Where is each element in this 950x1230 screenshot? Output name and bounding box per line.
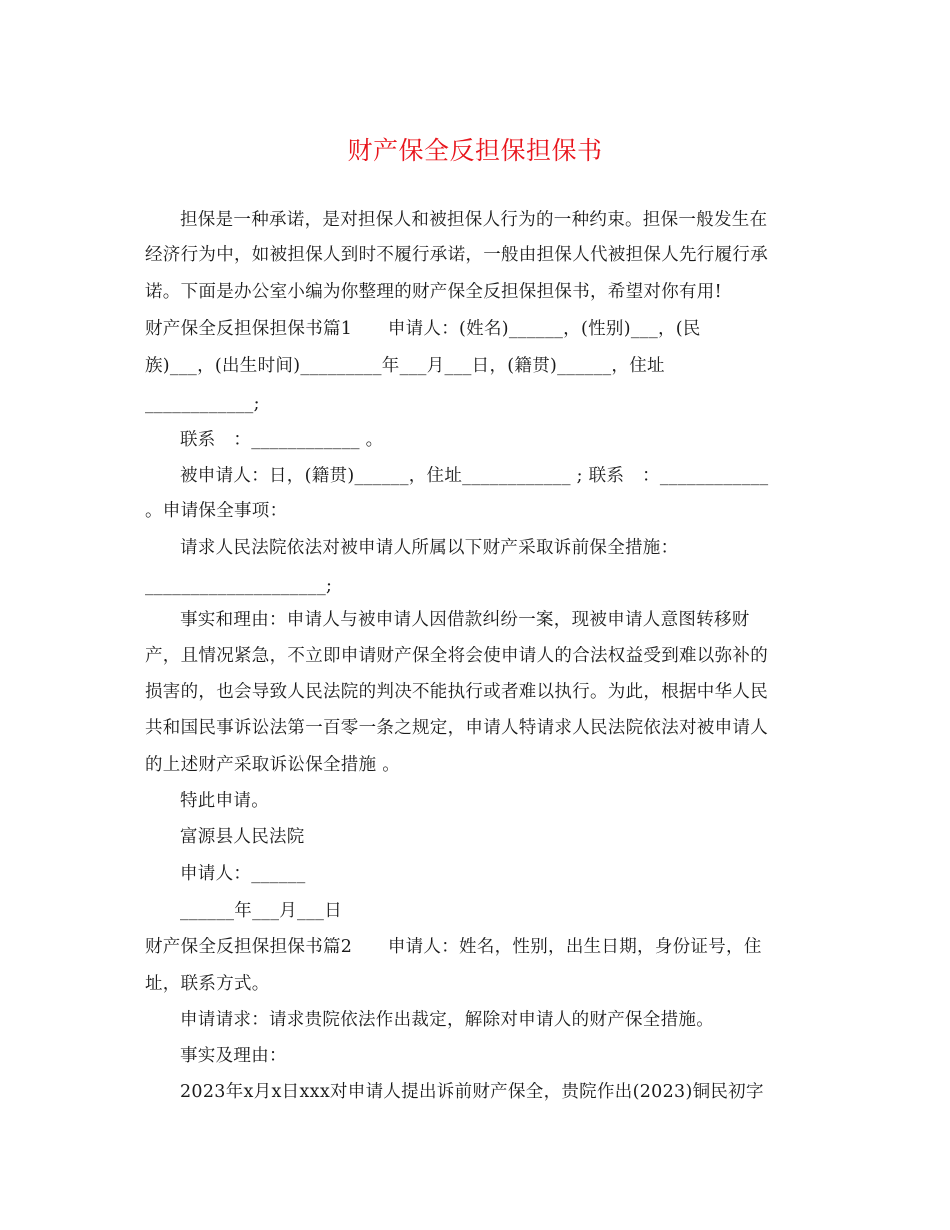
paragraph-line: 特此申请。 [180, 791, 269, 811]
paragraph-line: 富源县人民法院 [180, 827, 305, 847]
paragraph-line: ____________; [145, 394, 260, 414]
paragraph-line: 共和国民事诉讼法第一百零一条之规定，申请人特请求人民法院依法对被申请人 [145, 718, 768, 738]
paragraph-line: 担保是一种承诺，是对担保人和被担保人行为的一种约束。担保一般发生在 [180, 210, 768, 230]
paragraph-line: 财产保全反担保担保书篇2 申请人：姓名，性别，出生日期，身份证号，住 [145, 937, 762, 957]
paragraph-line: 申请人：______ [180, 864, 306, 884]
document-title: 财产保全反担保担保书 [347, 136, 603, 165]
paragraph-line: 被申请人：日，(籍贯)______，住址____________ ; 联系 ：____________ [180, 466, 769, 486]
paragraph-line: 族)___，(出生时间)_________年___月___日，(籍贯)______，住址 [145, 356, 665, 376]
paragraph-line: 址，联系方式。 [145, 974, 270, 994]
paragraph-line: 产，且情况紧急，不立即申请财产保全将会使申请人的合法权益受到难以弥补的 [145, 646, 768, 666]
paragraph-line: 诺。下面是办公室小编为你整理的财产保全反担保担保书，希望对你有用! [145, 282, 722, 302]
paragraph-line: 的上述财产采取诉讼保全措施 。 [145, 755, 401, 775]
paragraph-line: 损害的，也会导致人民法院的判决不能执行或者难以执行。为此，根据中华人民 [145, 682, 768, 702]
paragraph-line: 。申请保全事项： [145, 501, 288, 521]
paragraph-line: 经济行为中，如被担保人到时不履行承诺，一般由担保人代被担保人先行履行承 [145, 245, 768, 265]
paragraph-line: ______年___月___日 [180, 901, 342, 921]
paragraph-line: 请求人民法院依法对被申请人所属以下财产采取诉前保全措施： [180, 538, 679, 558]
paragraph-line: 联系 ：____________ 。 [180, 430, 384, 450]
paragraph-line: 申请请求：请求贵院依法作出裁定，解除对申请人的财产保全措施。 [180, 1010, 714, 1030]
paragraph-line: 2023年x月x日xxx对申请人提出诉前财产保全，贵院作出(2023)铜民初字 [180, 1082, 764, 1102]
paragraph-line: ____________________; [145, 576, 333, 596]
paragraph-line: 事实和理由：申请人与被申请人因借款纠纷一案，现被申请人意图转移财 [180, 610, 750, 630]
paragraph-line: 财产保全反担保担保书篇1 申请人：(姓名)______，(性别)___，(民 [145, 319, 701, 339]
paragraph-line: 事实及理由： [180, 1046, 287, 1066]
